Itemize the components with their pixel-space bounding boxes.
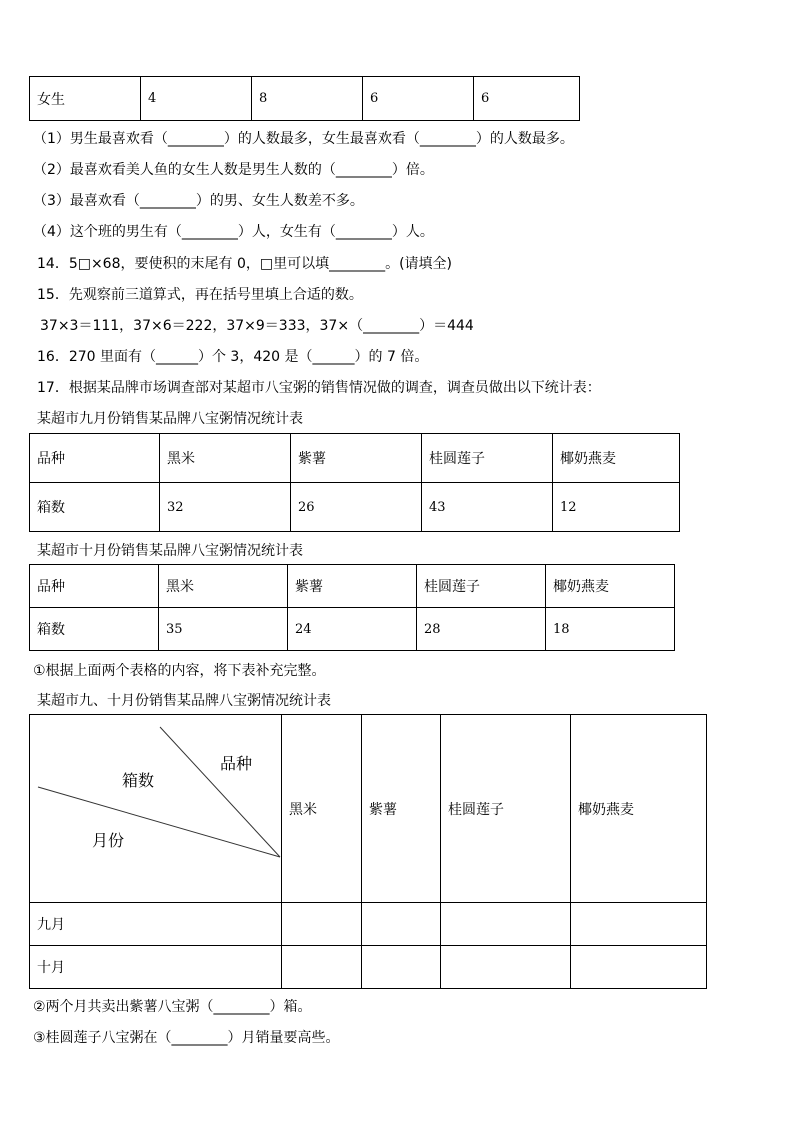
- cell: 24: [288, 608, 417, 651]
- diagonal-lines: [30, 715, 288, 903]
- cell: 35: [159, 608, 288, 651]
- row-label: 箱数: [30, 483, 160, 532]
- cell: 8: [252, 77, 363, 121]
- row-label: 十月: [30, 946, 282, 989]
- blank-cell[interactable]: [282, 946, 362, 989]
- gender-preference-table-tail: [29, 76, 580, 121]
- q13-sub2: （2）最喜欢看美人鱼的女生人数是男生人数的（________）倍。: [33, 162, 434, 178]
- blank-cell[interactable]: [362, 903, 441, 946]
- header-cell: 黑米: [160, 434, 291, 483]
- diagonal-header-cell: [30, 715, 282, 903]
- table-september: [29, 433, 680, 532]
- q13-sub1: （1）男生最喜欢看（________）的人数最多，女生最喜欢看（________）的人数最多。: [33, 131, 574, 147]
- blank-cell[interactable]: [441, 903, 571, 946]
- row-label: 九月: [30, 903, 282, 946]
- cell: 18: [546, 608, 675, 651]
- blank-cell[interactable]: [282, 903, 362, 946]
- cell: 28: [417, 608, 546, 651]
- header-cell: 椰奶燕麦: [553, 434, 680, 483]
- table-combined: [29, 714, 707, 989]
- header-cell: 桂圆莲子: [422, 434, 553, 483]
- q13-sub4: （4）这个班的男生有（________）人，女生有（________）人。: [33, 224, 434, 240]
- blank-cell[interactable]: [441, 946, 571, 989]
- row-label: 箱数: [30, 608, 159, 651]
- blank-cell[interactable]: [362, 946, 441, 989]
- cell: 4: [141, 77, 252, 121]
- header-cell: 紫薯: [362, 715, 441, 903]
- header-label: 品种: [30, 434, 160, 483]
- table-october-caption: 某超市十月份销售某品牌八宝粥情况统计表: [37, 543, 303, 559]
- header-cell: 黑米: [282, 715, 362, 903]
- cell: 32: [160, 483, 291, 532]
- cell: 6: [474, 77, 580, 121]
- q13-sub3: （3）最喜欢看（________）的男、女生人数差不多。: [33, 193, 364, 209]
- header-cell: 黑米: [159, 565, 288, 608]
- table-september-caption: 某超市九月份销售某品牌八宝粥情况统计表: [37, 411, 303, 427]
- table-combined-caption: 某超市九、十月份销售某品牌八宝粥情况统计表: [37, 693, 331, 709]
- question-14: 14．5□×68，要使积的末尾有 0，□里可以填________。(请填全): [37, 256, 453, 272]
- cell: 43: [422, 483, 553, 532]
- diag-label-month: 月份: [92, 831, 125, 850]
- sub-question-1: ①根据上面两个表格的内容，将下表补充完整。: [33, 663, 326, 679]
- sub-question-3: ③桂圆莲子八宝粥在（________）月销量要高些。: [33, 1030, 340, 1046]
- question-15-equations: 37×3＝111，37×6＝222，37×9＝333，37×（________）＝444: [40, 318, 474, 334]
- table-october: [29, 564, 675, 651]
- sub-question-2: ②两个月共卖出紫薯八宝粥（________）箱。: [33, 999, 312, 1015]
- diag-label-count: 箱数: [122, 771, 155, 790]
- header-cell: 紫薯: [291, 434, 422, 483]
- question-17: 17．根据某品牌市场调查部对某超市八宝粥的销售情况做的调查，调查员做出以下统计表：: [37, 380, 601, 396]
- header-label: 品种: [30, 565, 159, 608]
- cell: 26: [291, 483, 422, 532]
- header-cell: 桂圆莲子: [441, 715, 571, 903]
- question-15: 15．先观察前三道算式，再在括号里填上合适的数。: [37, 287, 363, 303]
- header-cell: 椰奶燕麦: [546, 565, 675, 608]
- cell: 6: [363, 77, 474, 121]
- header-cell: 椰奶燕麦: [571, 715, 707, 903]
- header-cell: 紫薯: [288, 565, 417, 608]
- blank-cell[interactable]: [571, 903, 707, 946]
- row-label-female: 女生: [30, 77, 141, 121]
- header-cell: 桂圆莲子: [417, 565, 546, 608]
- diag-label-item: 品种: [220, 754, 253, 773]
- blank-cell[interactable]: [571, 946, 707, 989]
- cell: 12: [553, 483, 680, 532]
- question-16: 16．270 里面有（______）个 3，420 是（______）的 7 倍。: [37, 349, 429, 365]
